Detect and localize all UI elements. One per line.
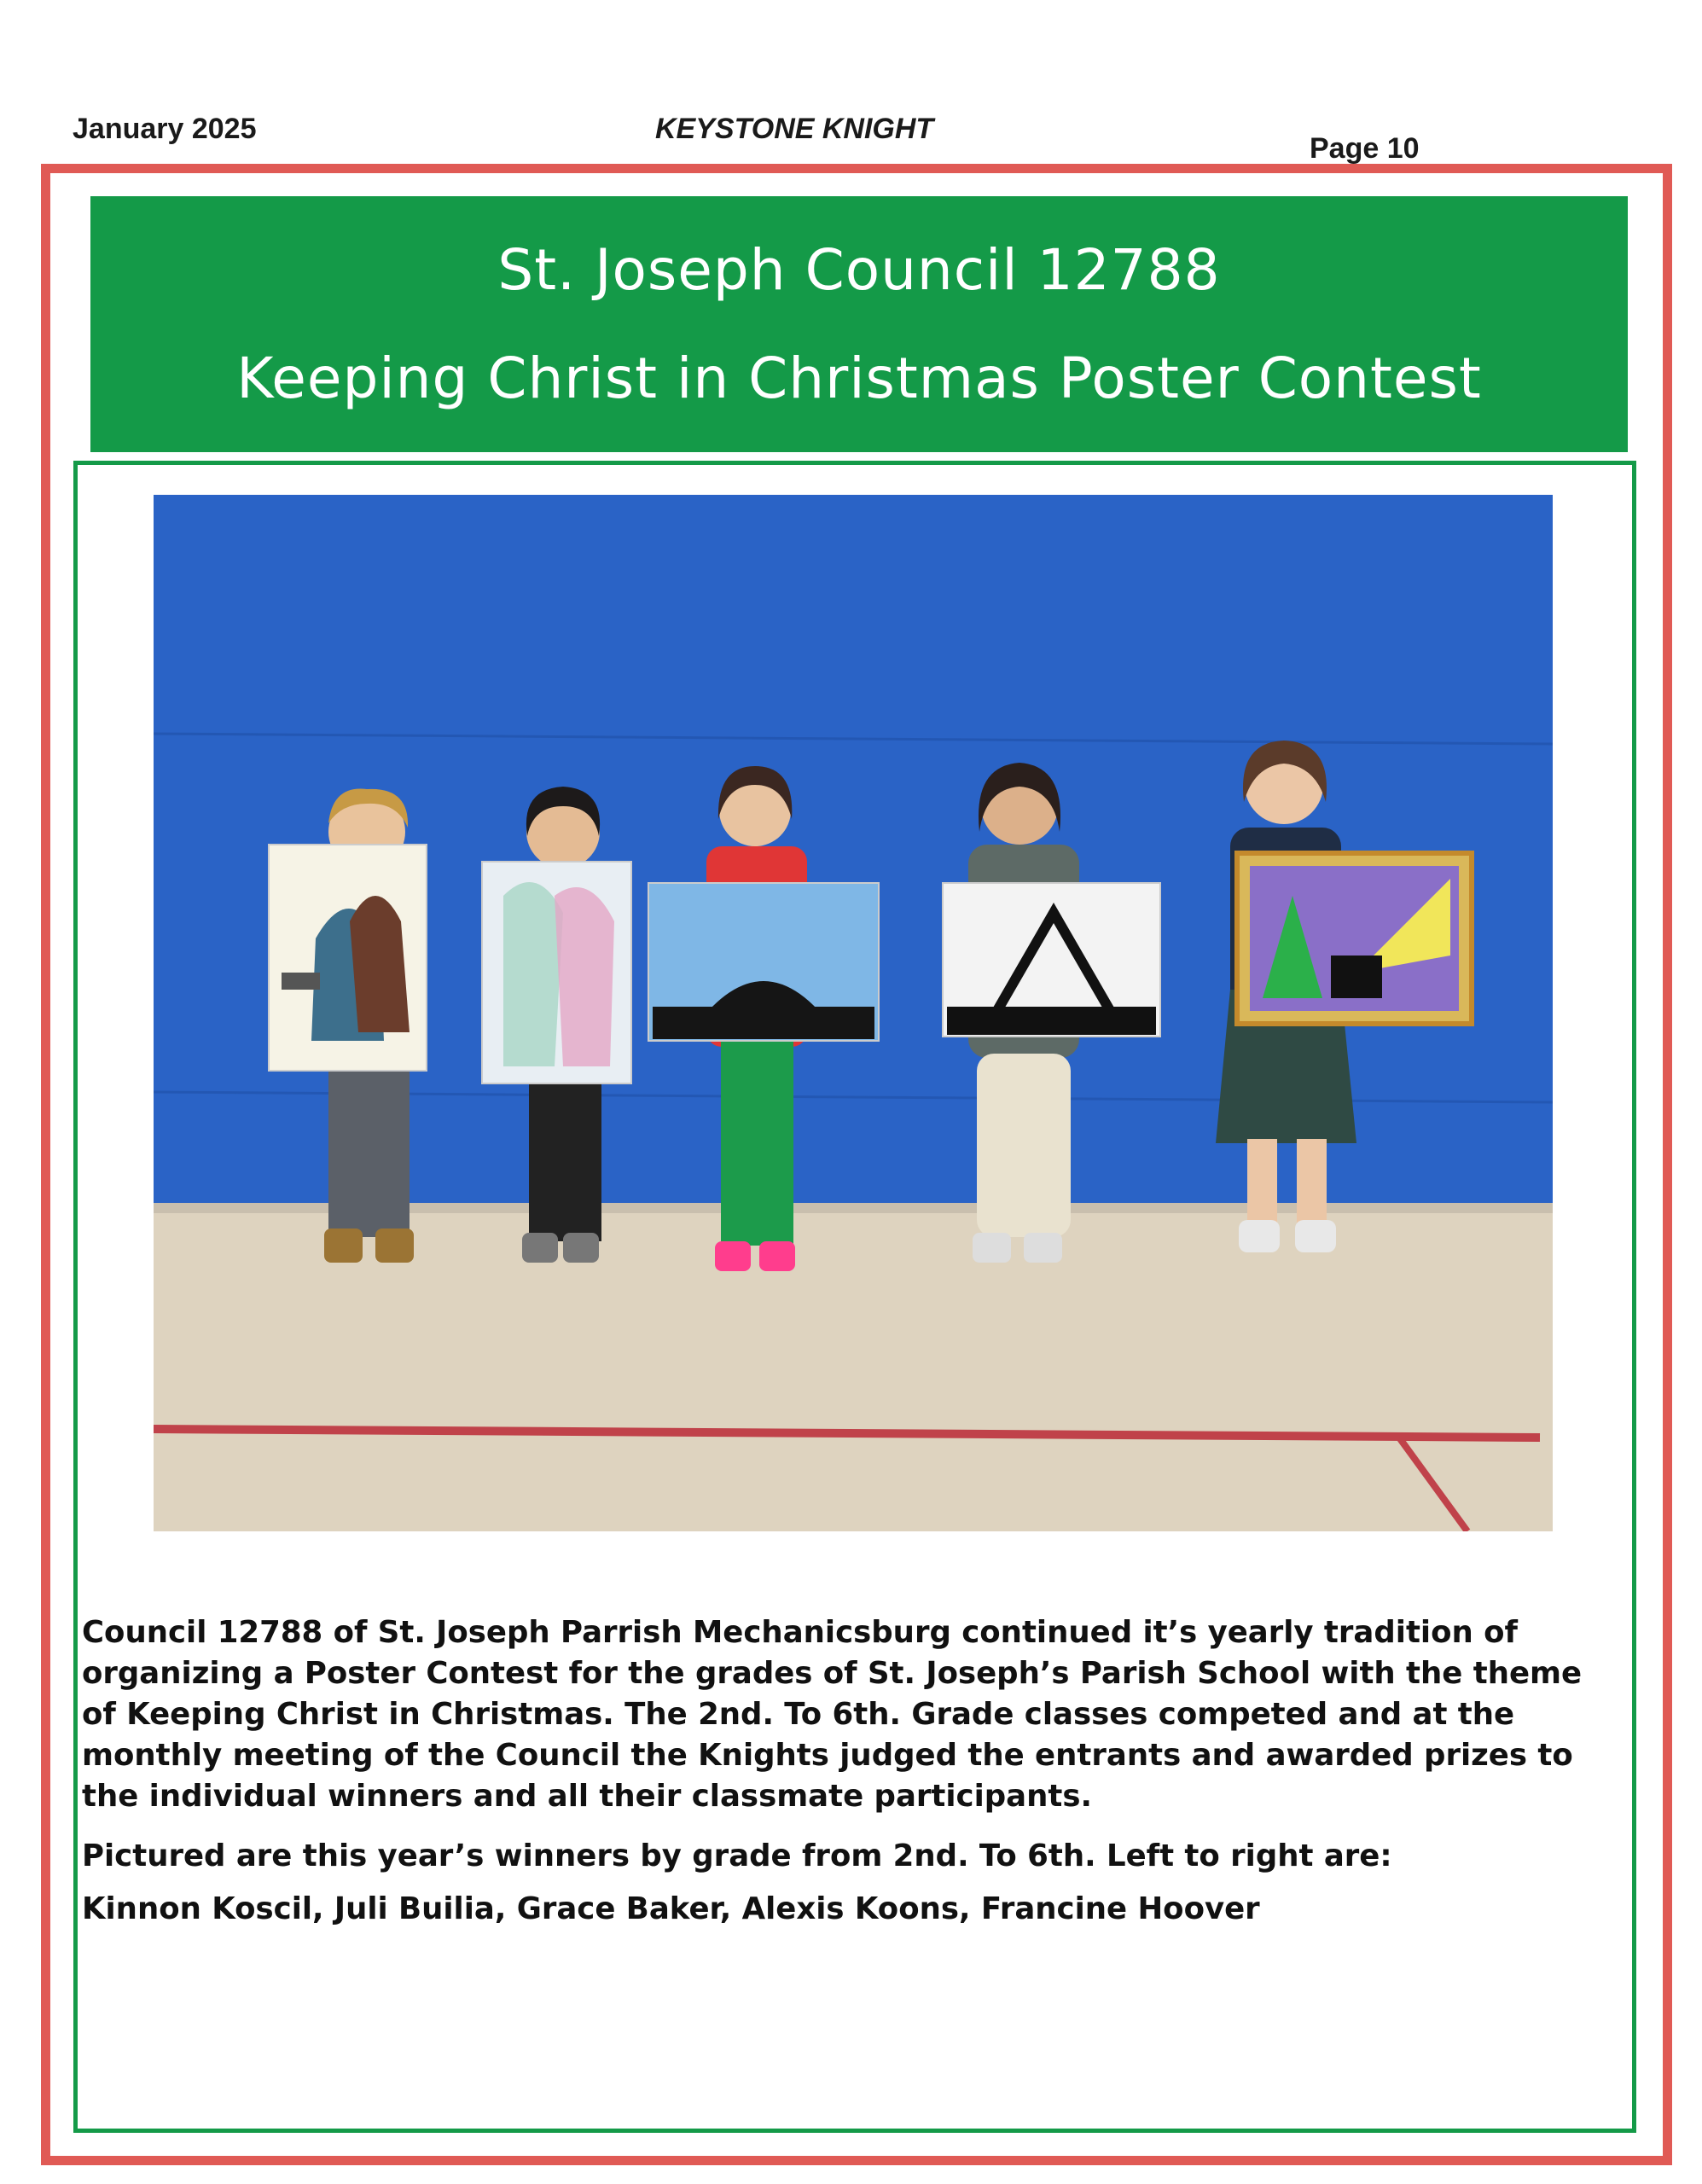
article-paragraph-2: Pictured are this year’s winners by grade from 2nd. To 6th. Left to right are:	[82, 1838, 1392, 1873]
page-number: Page 10	[1310, 132, 1420, 165]
council-title: St. Joseph Council 12788	[497, 237, 1221, 303]
winners-names: Kinnon Koscil, Juli Builia, Grace Baker, Alexis Koons, Francine Hoover	[82, 1891, 1260, 1926]
contest-title: Keeping Christ in Christmas Poster Contest	[236, 346, 1482, 411]
winners-photo	[154, 495, 1553, 1531]
article-paragraph-1: Council 12788 of St. Joseph Parrish Mechanicsburg continued it’s yearly tradition of organizing a Poster Contest for the grades of St. Joseph’s Parish School with the theme of Keeping Christ in Christmas. The 2nd. To 6th. Grade classes competed and at the monthly meeting of the Council the Knights judged the entrants and awarded prizes to the individual winners and all their classmate participants.	[82, 1615, 1583, 1814]
issue-date: January 2025	[73, 113, 257, 145]
winners-photo-illustration	[154, 495, 1553, 1531]
title-banner	[90, 196, 1628, 452]
publication-title: KEYSTONE KNIGHT	[655, 113, 934, 145]
article-body	[82, 1612, 1600, 1949]
